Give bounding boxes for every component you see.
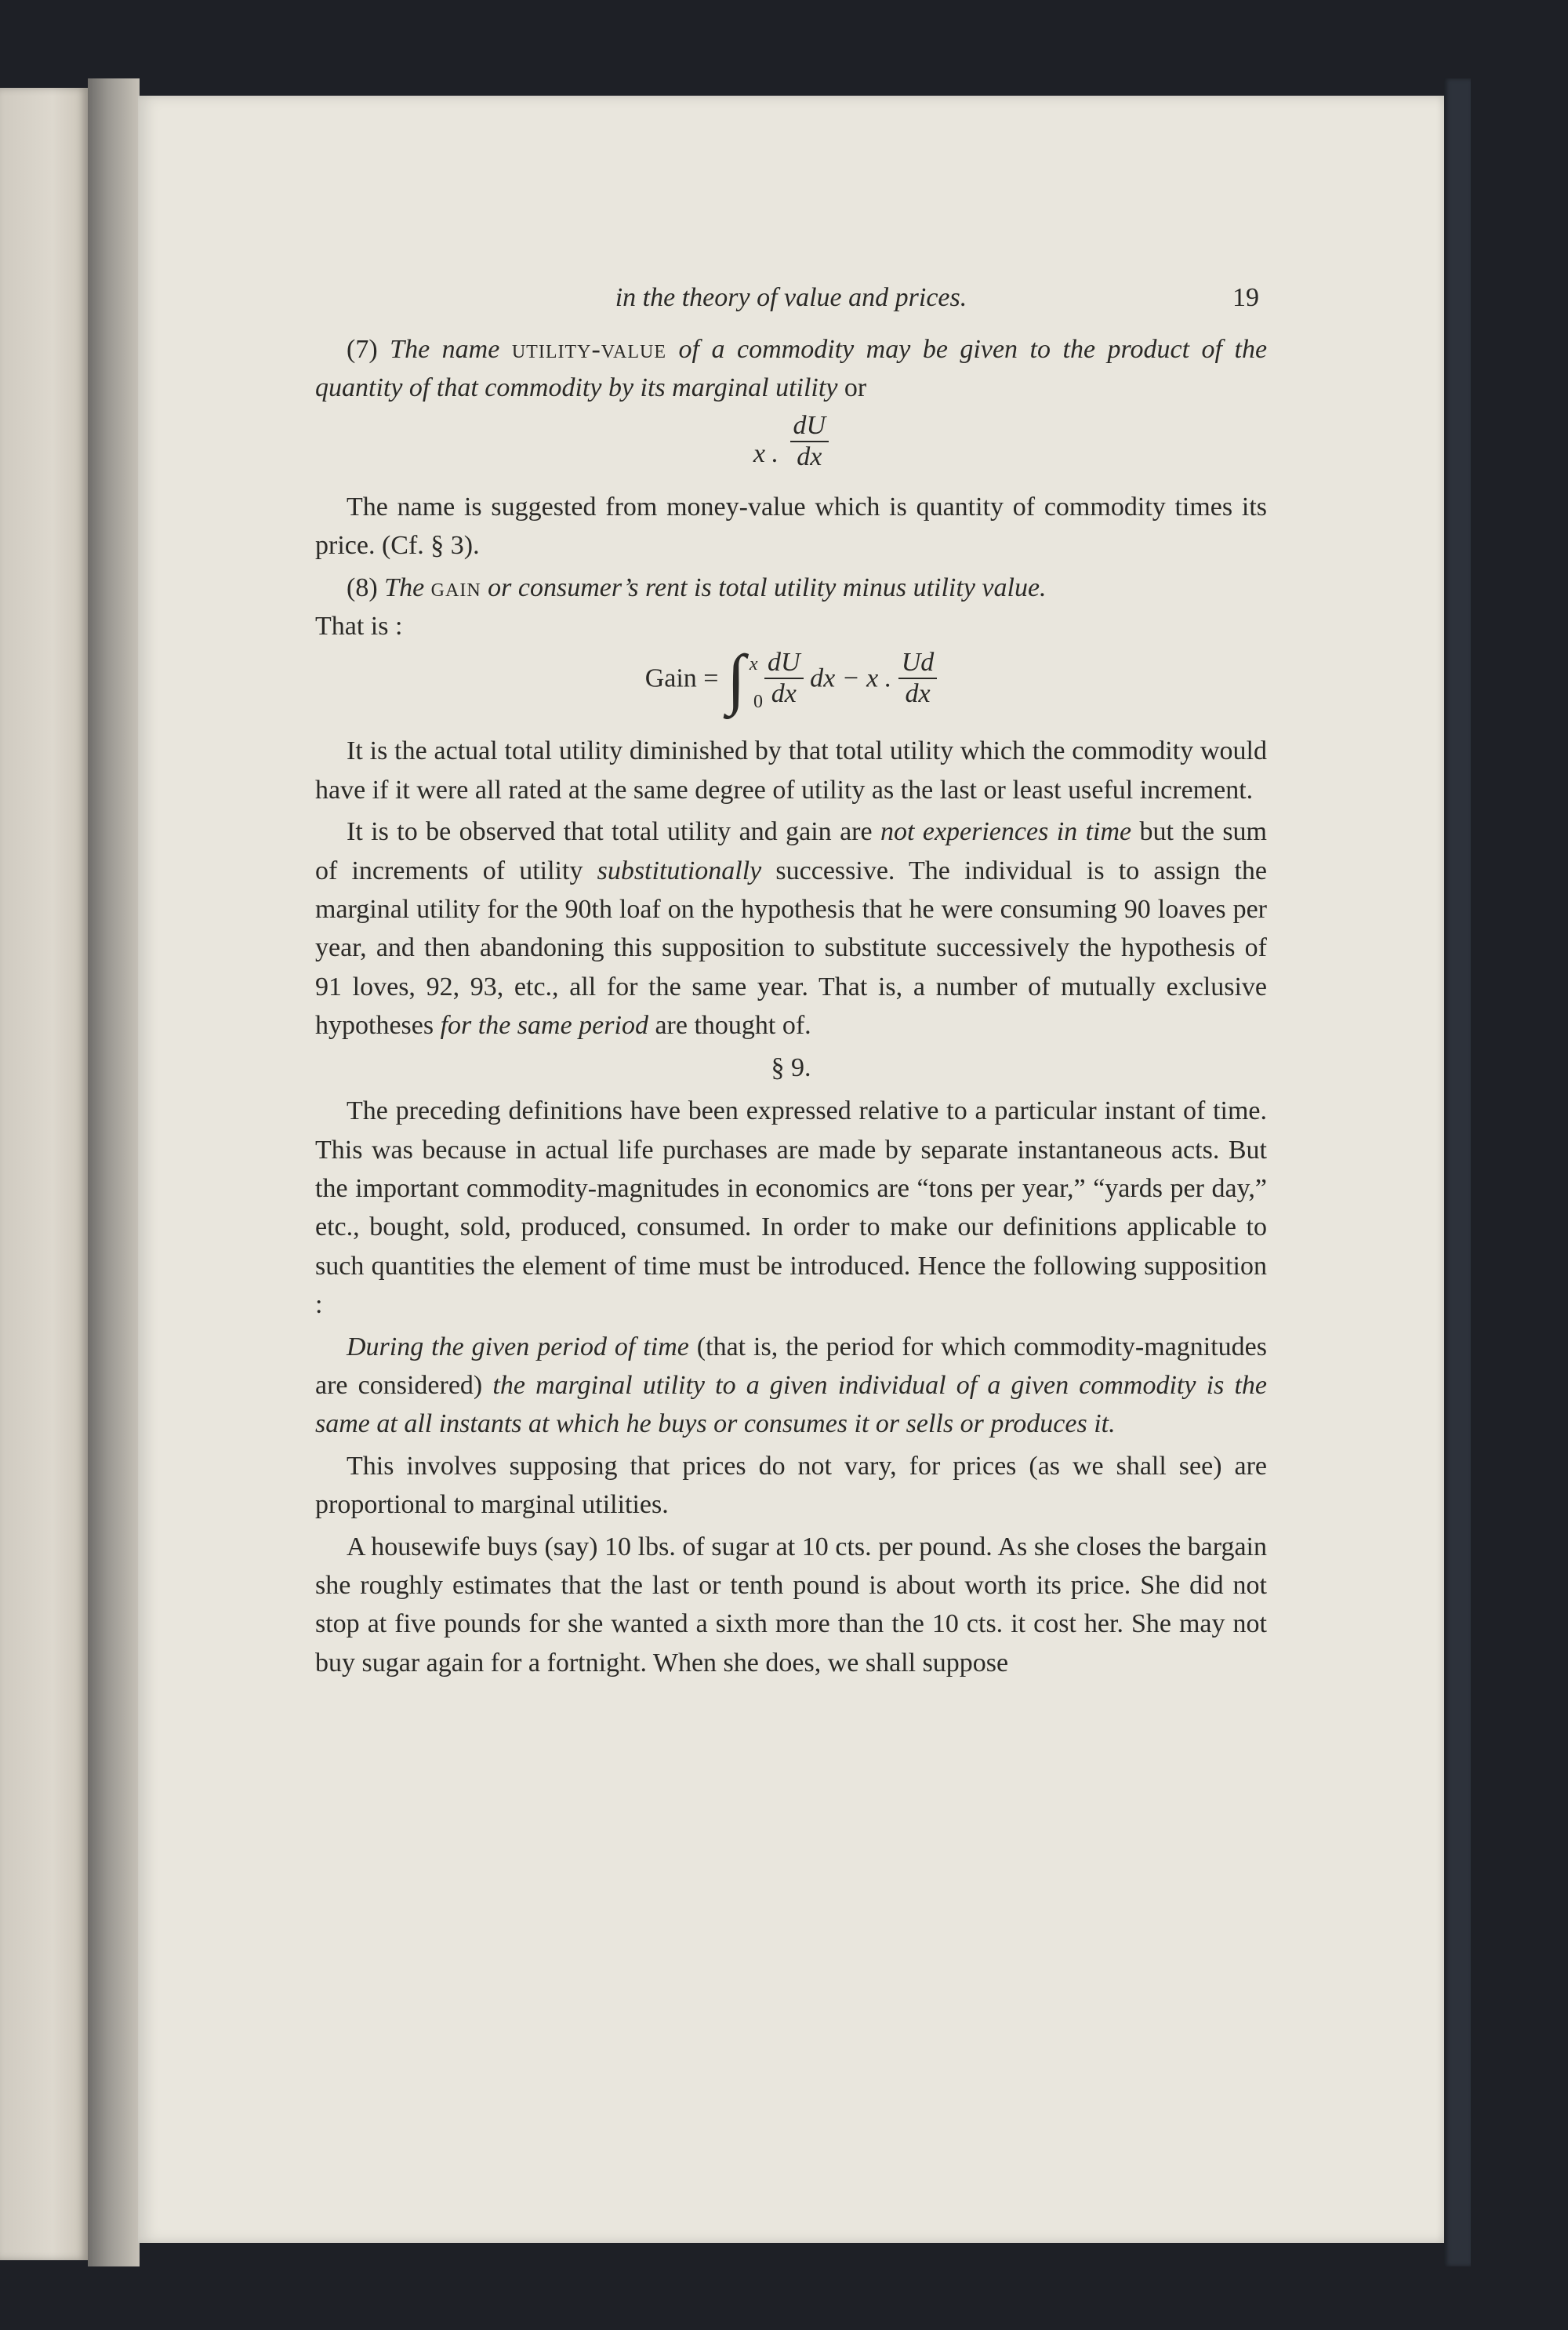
formula-gain: Gain = ∫ x 0 $\frac{dU}{dx}$ dx − x . $\frac{Ud}{dx}$ xyxy=(315,647,1267,729)
book-cover-board xyxy=(1444,78,1471,2266)
paragraph-supposition: During the given period of time (that is, the period for which commodity-magnitudes are considered) the marginal utility to a given individual of a given commodity is the same at all instants at which he buys or consumes it or sells or produces it. xyxy=(315,1332,1267,1439)
page-text-block xyxy=(315,278,1267,1682)
running-header xyxy=(315,278,1267,317)
section-heading: § 9. xyxy=(771,1052,811,1082)
book-gutter xyxy=(88,78,140,2266)
paragraph-observed: It is to be observed that total utility and gain are not experiences in time but the sum of increments of utility substitutionally successive. The individual is to assign the marginal utility for the 90th loaf on the hypothesis that he were consuming 90 loaves per year, and then abandoning this supposition to substitute successively the hypothesis of 91 loves, 92, 93, etc., all for the same year. That is, a number of mutually exclusive hypotheses for the same period are thought of. xyxy=(315,817,1268,1041)
term-utility-value: utility-value xyxy=(511,335,667,364)
paragraph-prices-vary: This involves supposing that prices do not vary, for prices (as we shall see) are proportional to marginal utilities. xyxy=(315,1451,1267,1520)
paragraph-actual-utility: It is the actual total utility diminished by that total utility which the commodity would have if it were all rated at the same degree of utility as the last or least useful increment. xyxy=(315,736,1267,805)
integral-sign: ∫ x 0 xyxy=(726,641,763,717)
previous-page-edge xyxy=(0,88,88,2260)
formula-utility-value: x . $\frac{dU}{dx}$ xyxy=(315,411,1267,483)
paragraph-housewife: A housewife buys (say) 10 lbs. of sugar at 10 cts. per pound. As she closes the bargain she roughly estimates that the last or tenth pound is about worth its price. She did not stop at five pounds for she wanted a sixth more than the 10 cts. it cost her. She may not buy sugar again for a fortnight. When she does, we shall suppose xyxy=(315,1532,1267,1678)
paragraph-7: (7) The name utility-value of a commodity may be given to the product of the quantity of that commodity by its marginal utility or xyxy=(315,335,1268,403)
running-title: in the theory of value and prices. xyxy=(615,283,967,312)
paragraph-7-explanation: The name is suggested from money-value which is quantity of commodity times its price. (Cf. § 3). xyxy=(315,492,1267,561)
paragraph-8-tail: That is : xyxy=(315,612,403,642)
paragraph-preceding-definitions: The preceding definitions have been expressed relative to a particular instant of time. This was because in actual life purchases are made by separate instantaneous acts. But the important commodity-magnitudes in economics are “tons per year,” “yards per day,” etc., bought, sold, produced, consumed. In order to make our definitions applicable to such quantities the element of time must be introduced. Hence the following supposition : xyxy=(315,1096,1267,1320)
page-number: 19 xyxy=(1232,283,1259,312)
paragraph-8: (8) The gain or consumer’s rent is total utility minus utility value. xyxy=(347,573,1047,602)
term-gain: gain xyxy=(430,573,481,602)
